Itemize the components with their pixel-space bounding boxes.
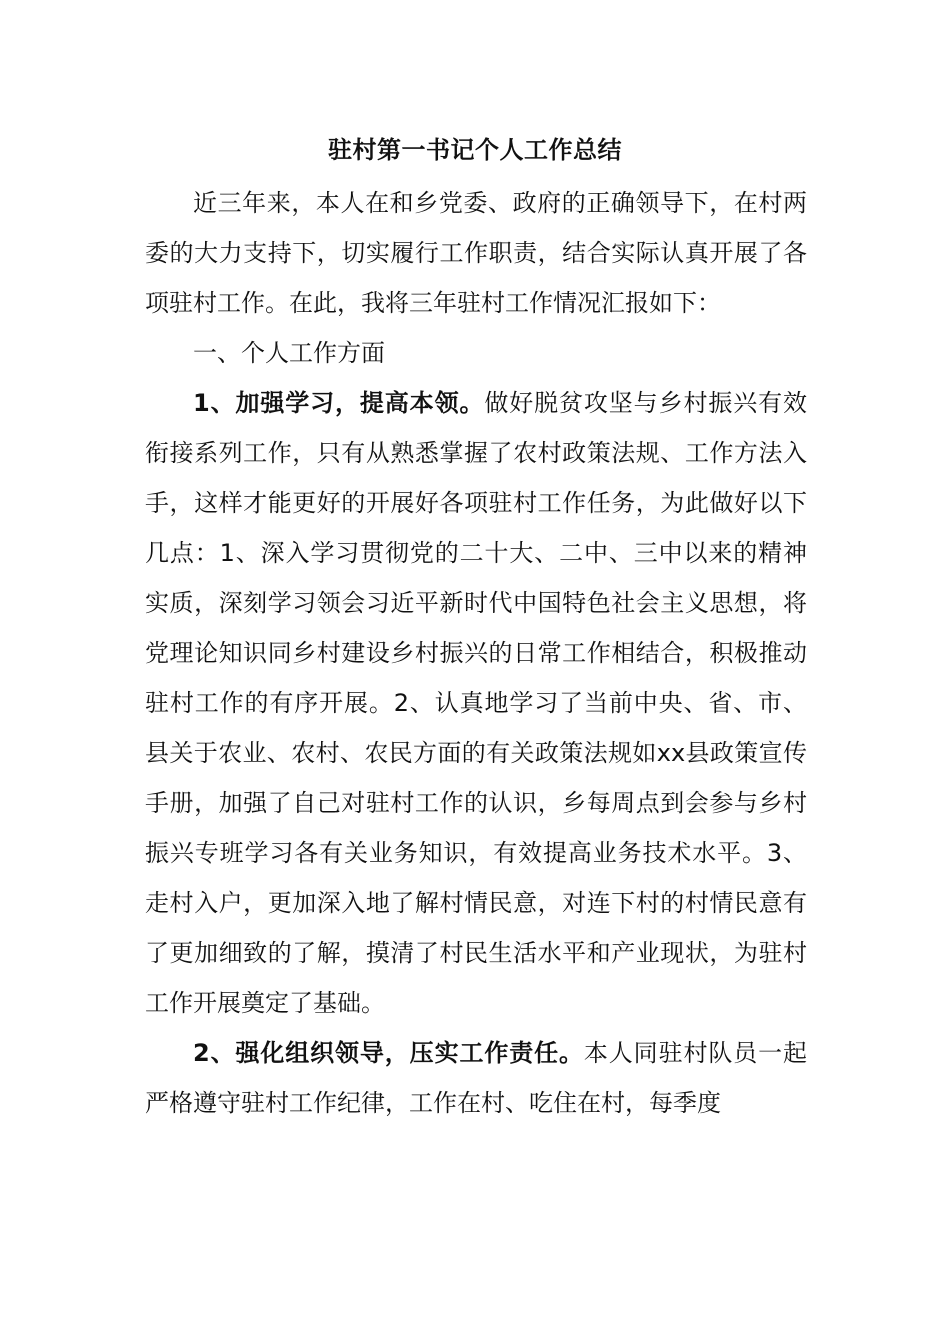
- paragraph-leadership: [145, 1028, 807, 1128]
- section-heading-personal-work: [145, 328, 807, 378]
- paragraph-study-lead: 1、加强学习，提高本领。: [193, 389, 485, 417]
- document-title: 驻村第一书记个人工作总结: [328, 136, 622, 164]
- paragraph-intro: [145, 178, 807, 328]
- document-body: [145, 178, 807, 1128]
- paragraph-leadership-lead: 2、强化组织领导，压实工作责任。: [193, 1039, 584, 1067]
- paragraph-study: [145, 378, 807, 1028]
- paragraph-leadership-text: 本人同驻村队员一起严格遵守驻村工作纪律，工作在村、吃住在村，每季度: [145, 1039, 808, 1117]
- section-heading-text: 一、个人工作方面: [193, 339, 385, 367]
- paragraph-intro-text: 近三年来，本人在和乡党委、政府的正确领导下，在村两委的大力支持下，切实履行工作职责，结合实际认真开展了各项驻村工作。在此，我将三年驻村工作情况汇报如下：: [145, 189, 807, 317]
- paragraph-study-text: 做好脱贫攻坚与乡村振兴有效衔接系列工作，只有从熟悉掌握了农村政策法规、工作方法入手，这样才能更好的开展好各项驻村工作任务，为此做好以下几点：1、深入学习贯彻党的二十大、二中、三中以来的精神实质，深刻学习领会习近平新时代中国特色社会主义思想，将党理论知识同乡村建设乡村振兴的日常工作相结合，积极推动驻村工作的有序开展。2、认真地学习了当前中央、省、市、县关于农业、农村、农民方面的有关政策法规如xx县政策宣传手册，加强了自己对驻村工作的认识，乡每周点到会参与乡村振兴专班学习各有关业务知识，有效提高业务技术水平。3、走村入户，更加深入地了解村情民意，对连下村的村情民意有了更加细致的了解，摸清了村民生活水平和产业现状，为驻村工作开展奠定了基础。: [145, 389, 808, 1017]
